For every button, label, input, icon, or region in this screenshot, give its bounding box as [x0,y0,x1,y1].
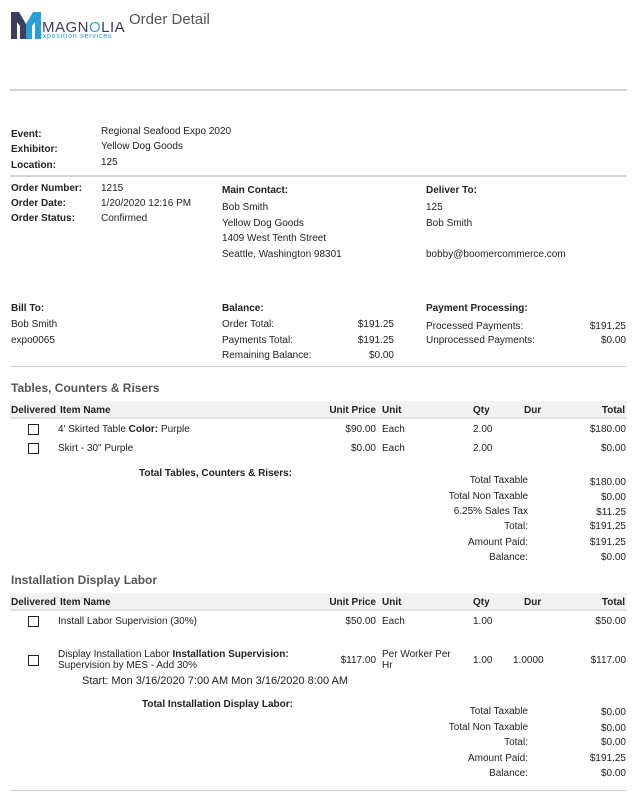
balance-value: $0.00 [600,768,626,779]
item-name: Display Installation Labor Installation Supervision: Supervision by MES - Add 30% [58,649,289,671]
total-taxable-label: Total Taxable [469,706,528,717]
deliver-to-email: bobby@boomercommerce.com [426,249,566,260]
exhibitor-label: Exhibitor: [11,144,58,155]
location-value: 125 [101,157,118,168]
item-name: Skirt - 30" Purple [58,443,134,454]
total-value: $0.00 [600,737,626,748]
col-item-name: Item Name [60,597,111,608]
col-qty: Qty [473,405,490,416]
exhibitor-value: Yellow Dog Goods [101,141,183,152]
total-taxable-value: $0.00 [600,707,626,718]
total-value: $191.25 [589,521,626,532]
col-unit: Unit [382,597,402,608]
location-label: Location: [11,160,56,171]
col-dur: Dur [524,597,542,608]
payments-total-value: $191.25 [357,335,394,346]
remaining-balance-label: Remaining Balance: [222,350,312,361]
order-total-label: Order Total: [222,319,275,330]
main-contact-line: Seattle, Washington 98301 [222,249,342,260]
section-total-label: Total Tables, Counters & Risers: [139,468,292,479]
page-title: Order Detail [129,11,210,28]
order-date-value: 1/20/2020 12:16 PM [101,198,192,209]
order-status-label: Order Status: [11,213,75,224]
item-qty: 1.00 [473,616,493,627]
item-qty: 2.00 [473,443,493,454]
balance-label: Balance: [222,303,264,314]
sales-tax-value: $11.25 [596,507,626,518]
item-total: $117.00 [590,655,626,666]
col-delivered: Delivered [11,405,57,416]
item-qty: 2.00 [473,424,493,435]
main-contact-line: 1409 West Tenth Street [222,233,327,244]
col-total: Total [601,597,625,608]
section-title: Tables, Counters & Risers [11,381,160,395]
delivered-checkbox[interactable] [28,616,39,627]
item-total: $0.00 [600,443,626,454]
total-non-taxable-value: $0.00 [600,723,626,734]
col-total: Total [601,405,625,416]
table-header [10,401,627,419]
order-status-value: Confirmed [101,213,148,224]
order-date-label: Order Date: [11,198,67,209]
item-total: $50.00 [595,616,626,627]
main-contact-label: Main Contact: [222,185,289,196]
col-dur: Dur [524,405,542,416]
main-contact-line: Yellow Dog Goods [222,218,304,229]
divider [10,175,627,177]
item-unit-price: $50.00 [345,616,376,627]
col-item-name: Item Name [60,405,111,416]
col-delivered: Delivered [11,597,57,608]
section-title: Installation Display Labor [11,573,158,587]
delivered-checkbox[interactable] [28,424,39,435]
order-number-value: 1215 [101,183,124,194]
item-unit: Each [382,616,405,627]
item-name: Install Labor Supervision (30%) [58,616,197,627]
event-label: Event: [11,129,42,140]
item-unit-price: $90.00 [345,424,376,435]
divider [10,89,627,91]
bill-to-line: Bob Smith [11,319,58,330]
total-taxable-value: $180.00 [589,477,626,488]
deliver-to-line: Bob Smith [426,218,473,229]
unprocessed-payments-label: Unprocessed Payments: [426,335,535,346]
event-value: Regional Seafood Expo 2020 [101,126,232,137]
balance-label: Balance: [489,552,528,563]
total-label: Total: [504,737,528,748]
divider [10,790,627,791]
total-label: Total: [504,521,528,532]
item-unit: Each [382,424,405,435]
item-unit-price: $0.00 [350,443,376,454]
delivered-checkbox[interactable] [28,443,39,454]
total-non-taxable-value: $0.00 [600,492,626,503]
item-unit-price: $117.00 [340,655,376,666]
col-unit-price: Unit Price [329,597,376,608]
payments-total-label: Payments Total: [222,335,293,346]
order-total-value: $191.25 [357,319,394,330]
balance-label: Balance: [489,768,528,779]
amount-paid-value: $191.25 [589,753,626,764]
col-qty: Qty [473,597,490,608]
item-total: $180.00 [589,424,626,435]
remaining-balance-value: $0.00 [368,350,394,361]
item-unit: Per Worker Per Hr [382,649,451,671]
item-unit: Each [382,443,405,454]
payment-processing-label: Payment Processing: [426,303,528,314]
col-unit-price: Unit Price [329,405,376,416]
total-non-taxable-label: Total Non Taxable [448,722,528,733]
bill-to-label: Bill To: [11,303,45,314]
item-qty: 1.00 [473,655,493,666]
delivered-checkbox[interactable] [28,655,39,666]
item-name: 4' Skirted Table Color: Purple [58,424,190,435]
magnolia-logo-icon [11,12,41,39]
amount-paid-label: Amount Paid: [467,753,528,764]
sales-tax-label: 6.25% Sales Tax [453,506,528,517]
deliver-to-label: Deliver To: [426,185,477,196]
brand-tagline: exposition services [38,33,113,40]
item-schedule: Start: Mon 3/16/2020 7:00 AM Mon 3/16/2020 8:00 AM [82,675,349,687]
main-contact-line: Bob Smith [222,202,269,213]
section-total-label: Total Installation Display Labor: [142,699,293,710]
divider [10,366,627,367]
unprocessed-payments-value: $0.00 [600,335,626,346]
processed-payments-label: Processed Payments: [426,321,524,332]
item-dur: 1.0000 [513,655,544,666]
total-non-taxable-label: Total Non Taxable [448,491,528,502]
balance-value: $0.00 [600,552,626,563]
total-taxable-label: Total Taxable [469,475,528,486]
amount-paid-label: Amount Paid: [467,537,528,548]
deliver-to-line: 125 [426,202,443,213]
order-number-label: Order Number: [11,183,83,194]
bill-to-line: expo0065 [11,335,55,346]
table-header [10,593,627,611]
processed-payments-value: $191.25 [589,321,626,332]
brand-name: MAGNOLIA [42,19,126,36]
amount-paid-value: $191.25 [589,537,626,548]
col-unit: Unit [382,405,402,416]
